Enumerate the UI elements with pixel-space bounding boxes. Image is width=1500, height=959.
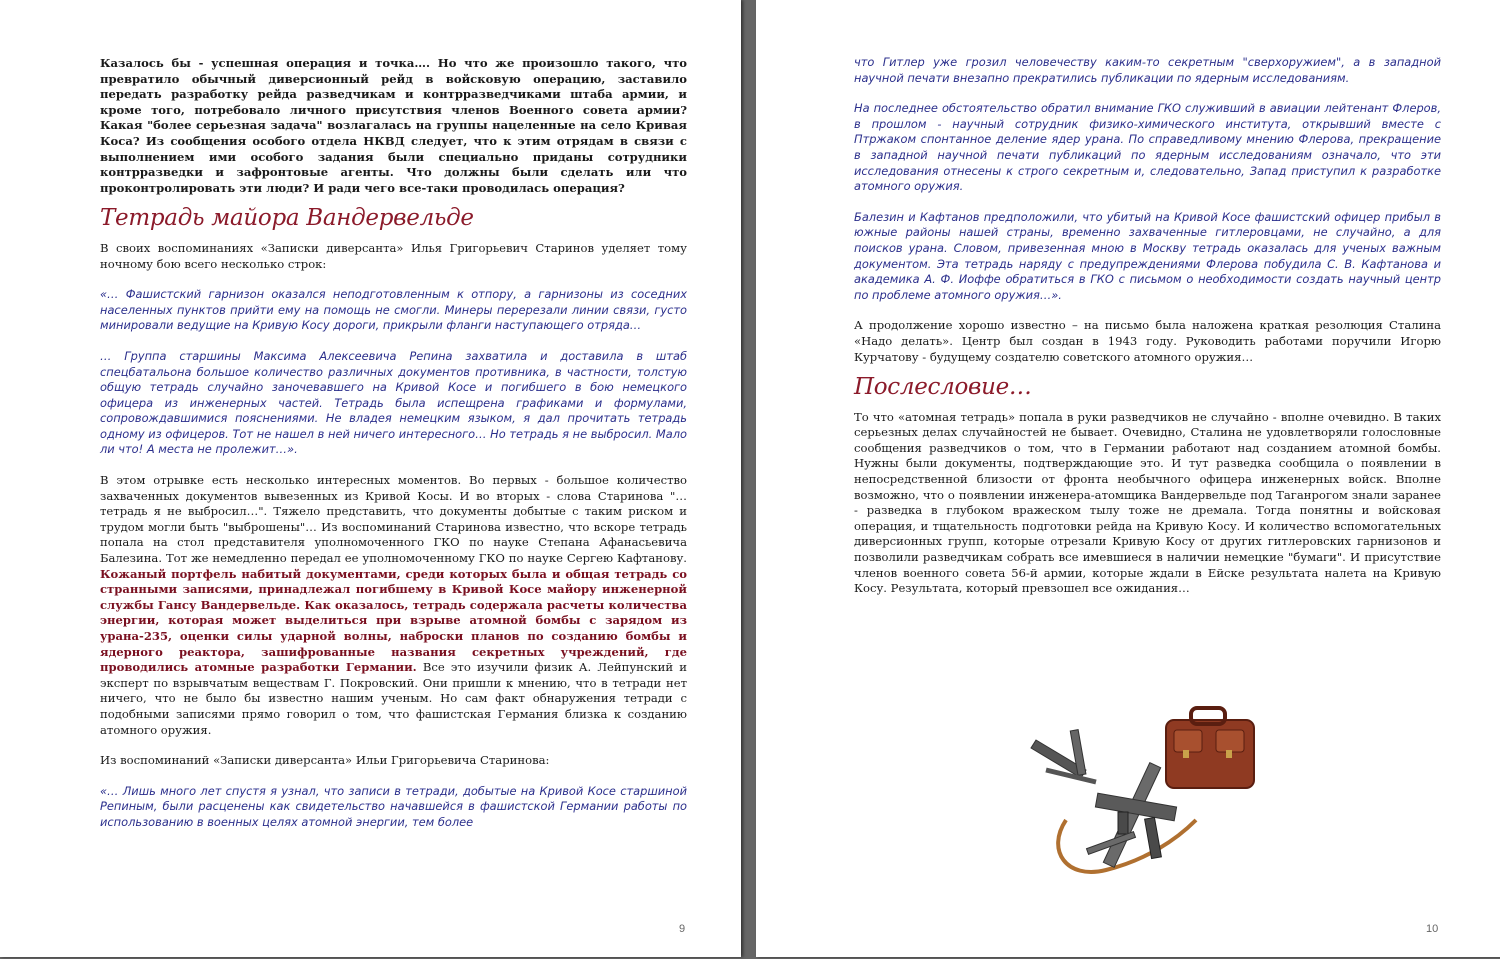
quote-paragraph: что Гитлер уже грозил человечеству каким-то секретным "сверхоружием", а в западной научной печати внезапно прекратились публикации по ядерным исследованиям. [854,55,1441,85]
page-number: 9 [679,923,686,935]
quote-paragraph: На последнее обстоятельство обратил внимание ГКО служивший в авиации лейтенант Флеров, в прошлом - научный сотрудник физико-химического института, открывший вместе с Птржаком спонтанное деление ядер урана. По справедливому мнению Флерова, прекращение в западной научной печати публикаций по ядерным исследованиям означало, что эти исследования отнесены к строго секретным и, следовательно, Запад приступил к разработке атомного оружия. [854,101,1441,194]
paragraph: А продолжение хорошо известно – на письмо была наложена краткая резолюция Сталина «Надо делать». Центр был создан в 1943 году. Руководить работами поручили Игорю Курчатову - будущему создателю советского атомного оружия… [854,318,1441,364]
paragraph [100,473,687,738]
paragraph: В своих воспоминаниях «Записки диверсанта» Илья Григорьевич Старинов уделяет тому ночному бою всего несколько строк: [100,240,687,271]
highlighted-text: Кожаный портфель набитый документами, среди которых была и общая тетрадь со странными записями, принадлежал погибшему в Кривой Косе майору инженерной службы Гансу Вандервельде. Как оказалось, тетрадь содержала расчеты количества энергии, которая может выделиться при взрыве атомной бомбы с зарядом из урана-235, оценки силы ударной волны, наброски планов по созданию бомбы и ядерного реактора, зашифрованные названия секретных учреждений, где проводились атомные разработки Германии. [100,566,687,675]
document-page-right [756,0,1500,957]
page-body [854,55,1441,612]
paragraph: Из воспоминаний «Записки диверсанта» Ильи Григорьевича Старинова: [100,753,550,768]
quote-paragraph: «… Фашистский гарнизон оказался неподготовленным к отпору, а гарнизоны из соседних населенных пунктов прийти ему на помощь не смогли. Минеры перерезали линии связи, густо минировали ведущие на Кривую Косу дороги, прикрыли фланги наступающего отряда… [100,287,687,333]
briefcase-and-submachine-gun-icon [1026,700,1256,885]
page-body [100,56,687,846]
document-page-left [0,0,741,957]
paragraph: То что «атомная тетрадь» попала в руки разведчиков не случайно - вполне очевидно. В таких серьезных делах случайностей не бывает. Очевидно, Сталина не удовлетворяли голословные сообщения разведчиков о том, что в Германии работают над созданием атомной бомбы. Нужны были документы, подтверждающие это. И тут разведка сообщила о появлении в непосредственной близости от фронта необычного офицера инженерных войск. Вполне возможно, что о появлении инженера-атомщика Вандервельде под Таганрогом знали заранее - разведка в глубоком вражеском тылу тоже не дремала. Тогда понятны и войсковая операция, и тщательность подготовки рейда на Кривую Косу. И количество вспомогательных диверсионных групп, которые отрезали Кривую Косу от других гитлеровских гарнизонов и позволили разведчикам собрать все имевшиеся в наличии немецкие "бумаги". И присутствие членов военного совета 56-й армии, которые ждали в Ейске результата налета на Кривую Косу. Результата, который превзошел все ожидания… [854,409,1441,596]
quote-paragraph: Балезин и Кафтанов предположили, что убитый на Кривой Косе фашистский офицер прибыл в южные районы нашей страны, временно захваченные гитлеровцами, не случайно, а для поисков урана. Словом, привезенная мною в Москву тетрадь оказалась для ученых важным документом. Эта тетрадь наряду с предупреждениями Флерова побудила С. В. Кафтанова и академика А. Ф. Иоффе обратиться в ГКО с письмом о необходимости создать научный центр по проблеме атомного оружия…». [854,209,1441,302]
section-heading: Тетрадь майора Вандервельде [100,205,474,232]
intro-paragraph: Казалось бы - успешная операция и точка…. Но что же произошло такого, что превратило обычный диверсионный рейд в войсковую операцию, заставило передать разработку рейда разведчикам и контрразведчиками штаба армии, и кроме того, потребовало личного присутствия членов Военного совета армии? Какая "более серьезная задача" возлагалась на группы нацеленные на село Кривая Коса? Из сообщения особого отдела НКВД следует, что к этим отрядам в связи с выполнением ими особого задания были специально приданы сотрудники контрразведки и зафронтовые агенты. Что должны были сделать или что проконтролировать эти люди? И ради чего все-таки проводилась операция? [100,56,687,195]
paragraph-text: Все это изучили физик А. Лейпунский и эксперт по взрывчатым веществам Г. Покровский. Они пришли к мнению, что в тетради нет ничего, что не было бы известно нашим ученым. Но сам факт обнаружения тетради с подобными записями прямо говорил о том, что фашистская Германия близка к созданию атомного оружия. [100,660,687,737]
page-number: 10 [1426,923,1439,935]
section-heading: Послесловие… [854,374,1032,401]
paragraph-text: В этом отрывке есть несколько интересных моментов. Во первых - большое количество захваченных документов вывезенных из Кривой Косы. И во вторых - слова Старинова "…тетрадь я не выбросил…". Тяжело представить, что документы добытые с таким риском и трудом могли быть "выброшены"… Из воспоминаний Старинова известно, что вскоре тетрадь попала на стол представителя уполномоченного ГКО по науке Степана Афанасьевича Балезина. Тот же немедленно передал ее уполномоченному ГКО по науке Сергею Кафтанову. [100,473,687,566]
quote-paragraph: «… Лишь много лет спустя я узнал, что записи в тетради, добытые на Кривой Косе старшиной Репиным, были расценены как свидетельство начавшейся в фашистской Германии работы по использованию в военных целях атомной энергии, тем более [100,783,687,829]
quote-paragraph: … Группа старшины Максима Алексеевича Репина захватила и доставила в штаб спецбатальона большое количество различных документов противника, в частности, толстую общую тетрадь случайно заночевавшего на Кривой Косе и погибшего в бою немецкого офицера из инженерных частей. Тетрадь была испещрена графиками и формулами, сопровождавшимися пояснениями. Не владея немецким языком, я дал прочитать тетрадь одному из офицеров. Тот не нашел в ней ничего интересного… Но тетрадь я не выбросил. Мало ли что! А места не пролежит…». [100,348,687,457]
